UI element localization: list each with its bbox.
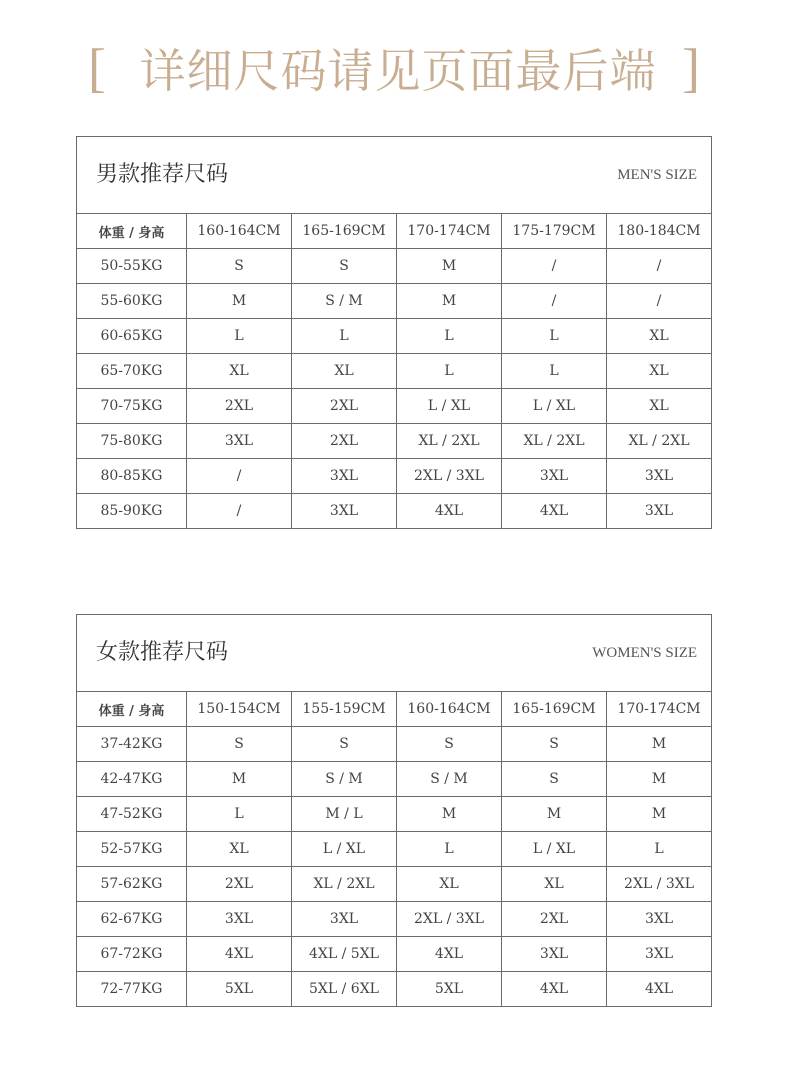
women-size-cell: 2XL: [187, 867, 292, 902]
men-table-row: [77, 319, 712, 354]
women-size-cell: L / XL: [292, 832, 397, 867]
women-size-cell: 3XL: [607, 902, 712, 937]
men-weight-cell: 75-80KG: [77, 424, 187, 459]
men-size-cell: S: [292, 249, 397, 284]
men-size-cell: 3XL: [187, 424, 292, 459]
women-size-cell: XL: [397, 867, 502, 902]
men-size-cell: L: [397, 319, 502, 354]
women-header-cell: 160-164CM: [397, 692, 502, 727]
women-size-cell: M: [607, 727, 712, 762]
women-header-cell: 150-154CM: [187, 692, 292, 727]
women-table-row: [77, 797, 712, 832]
men-table-row: [77, 284, 712, 319]
women-weight-cell: 67-72KG: [77, 937, 187, 972]
women-header-cell: 170-174CM: [607, 692, 712, 727]
men-size-cell: 4XL: [502, 494, 607, 529]
page-header: [0, 36, 790, 106]
men-weight-cell: 50-55KG: [77, 249, 187, 284]
left-bracket: [: [88, 38, 106, 98]
men-weight-cell: 55-60KG: [77, 284, 187, 319]
men-header-cell: 170-174CM: [397, 214, 502, 249]
women-table-row: [77, 727, 712, 762]
men-weight-cell: 65-70KG: [77, 354, 187, 389]
women-weight-cell: 57-62KG: [77, 867, 187, 902]
page-title: 详细尺码请见页面最后端: [139, 44, 657, 98]
men-size-cell: 3XL: [292, 494, 397, 529]
men-header-cell: 175-179CM: [502, 214, 607, 249]
men-table-row: [77, 354, 712, 389]
women-table-row: [77, 832, 712, 867]
women-size-cell: M: [607, 797, 712, 832]
men-size-cell: 4XL: [397, 494, 502, 529]
men-table-row: [77, 424, 712, 459]
men-size-table: [76, 136, 712, 529]
women-header-cell: 155-159CM: [292, 692, 397, 727]
women-size-cell: 4XL: [502, 972, 607, 1007]
men-size-cell: M: [397, 284, 502, 319]
women-size-cell: 5XL: [187, 972, 292, 1007]
men-size-cell: /: [607, 284, 712, 319]
women-size-cell: XL: [502, 867, 607, 902]
men-size-cell: /: [187, 459, 292, 494]
men-size-cell: 3XL: [502, 459, 607, 494]
men-size-cell: XL: [607, 389, 712, 424]
women-size-cell: M: [187, 762, 292, 797]
men-title-en: MEN'S SIZE: [617, 167, 697, 183]
men-header-row: [77, 214, 712, 249]
men-header-cell: 160-164CM: [187, 214, 292, 249]
women-size-cell: S / M: [292, 762, 397, 797]
men-size-cell: 2XL: [292, 389, 397, 424]
men-size-cell: 3XL: [607, 494, 712, 529]
women-size-cell: 2XL / 3XL: [397, 902, 502, 937]
men-size-cell: 2XL / 3XL: [397, 459, 502, 494]
women-weight-cell: 42-47KG: [77, 762, 187, 797]
women-table-caption: [77, 615, 712, 692]
women-title-en: WOMEN'S SIZE: [592, 645, 698, 661]
men-size-cell: M: [397, 249, 502, 284]
men-size-cell: XL: [292, 354, 397, 389]
men-size-cell: 2XL: [292, 424, 397, 459]
women-table-row: [77, 972, 712, 1007]
women-size-cell: L: [607, 832, 712, 867]
women-size-cell: M: [502, 797, 607, 832]
men-size-cell: S: [187, 249, 292, 284]
women-header-row: [77, 692, 712, 727]
women-size-cell: 2XL: [502, 902, 607, 937]
men-weight-cell: 80-85KG: [77, 459, 187, 494]
men-size-cell: 3XL: [607, 459, 712, 494]
women-size-cell: S: [502, 727, 607, 762]
men-table-row: [77, 494, 712, 529]
men-size-cell: L / XL: [397, 389, 502, 424]
women-weight-cell: 62-67KG: [77, 902, 187, 937]
men-size-cell: XL: [187, 354, 292, 389]
women-title-cn: 女款推荐尺码: [96, 640, 229, 665]
men-size-cell: 3XL: [292, 459, 397, 494]
men-size-cell: XL: [607, 319, 712, 354]
men-table-caption-row: [77, 137, 712, 214]
right-bracket: ]: [682, 38, 700, 98]
men-table-caption: [77, 137, 712, 214]
men-size-cell: L: [502, 319, 607, 354]
women-size-cell: 4XL: [187, 937, 292, 972]
men-size-cell: S / M: [292, 284, 397, 319]
women-header-cell: 165-169CM: [502, 692, 607, 727]
women-table-row: [77, 937, 712, 972]
men-size-cell: L: [397, 354, 502, 389]
women-weight-cell: 72-77KG: [77, 972, 187, 1007]
men-size-cell: L / XL: [502, 389, 607, 424]
women-size-cell: XL / 2XL: [292, 867, 397, 902]
men-size-cell: /: [502, 284, 607, 319]
women-table-row: [77, 762, 712, 797]
women-weight-cell: 47-52KG: [77, 797, 187, 832]
women-size-cell: 3XL: [187, 902, 292, 937]
women-table-row: [77, 902, 712, 937]
women-size-cell: 5XL / 6XL: [292, 972, 397, 1007]
women-size-cell: L: [187, 797, 292, 832]
men-size-cell: L: [292, 319, 397, 354]
women-size-cell: M: [607, 762, 712, 797]
women-size-cell: 3XL: [502, 937, 607, 972]
women-size-cell: 3XL: [292, 902, 397, 937]
women-size-cell: 5XL: [397, 972, 502, 1007]
men-table-row: [77, 389, 712, 424]
women-size-cell: M / L: [292, 797, 397, 832]
women-size-cell: 4XL: [607, 972, 712, 1007]
men-size-cell: 2XL: [187, 389, 292, 424]
men-size-cell: XL / 2XL: [607, 424, 712, 459]
men-header-cell: 180-184CM: [607, 214, 712, 249]
women-size-cell: S: [292, 727, 397, 762]
men-header-cell: 165-169CM: [292, 214, 397, 249]
men-header-cell: 体重 / 身高: [77, 214, 187, 249]
men-size-cell: /: [607, 249, 712, 284]
women-size-cell: S / M: [397, 762, 502, 797]
women-weight-cell: 52-57KG: [77, 832, 187, 867]
men-size-cell: L: [502, 354, 607, 389]
women-size-cell: L / XL: [502, 832, 607, 867]
men-weight-cell: 85-90KG: [77, 494, 187, 529]
women-size-table: [76, 614, 712, 1007]
men-size-cell: /: [502, 249, 607, 284]
women-size-cell: 3XL: [607, 937, 712, 972]
women-size-cell: S: [397, 727, 502, 762]
men-title-cn: 男款推荐尺码: [96, 162, 229, 187]
women-size-cell: S: [187, 727, 292, 762]
men-size-cell: XL: [607, 354, 712, 389]
women-size-cell: 4XL: [397, 937, 502, 972]
women-table-caption-row: [77, 615, 712, 692]
men-table-row: [77, 249, 712, 284]
women-table-row: [77, 867, 712, 902]
women-size-cell: XL: [187, 832, 292, 867]
men-size-cell: XL / 2XL: [502, 424, 607, 459]
women-size-cell: S: [502, 762, 607, 797]
women-size-cell: L: [397, 832, 502, 867]
women-size-cell: M: [397, 797, 502, 832]
women-size-cell: 4XL / 5XL: [292, 937, 397, 972]
men-size-cell: L: [187, 319, 292, 354]
men-size-cell: M: [187, 284, 292, 319]
men-size-cell: XL / 2XL: [397, 424, 502, 459]
men-table-row: [77, 459, 712, 494]
women-header-cell: 体重 / 身高: [77, 692, 187, 727]
men-weight-cell: 70-75KG: [77, 389, 187, 424]
women-weight-cell: 37-42KG: [77, 727, 187, 762]
men-weight-cell: 60-65KG: [77, 319, 187, 354]
men-size-cell: /: [187, 494, 292, 529]
women-size-cell: 2XL / 3XL: [607, 867, 712, 902]
